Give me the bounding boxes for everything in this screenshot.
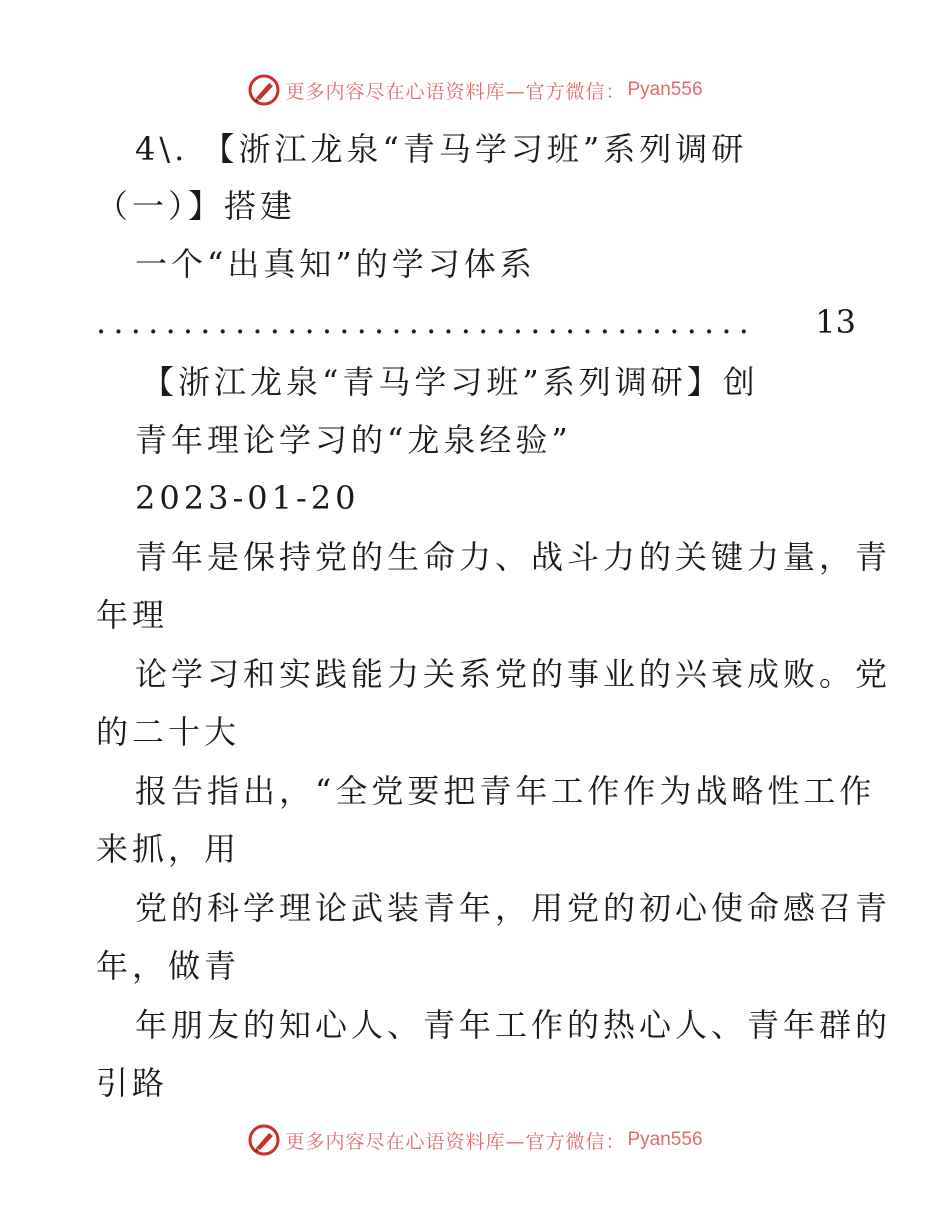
toc-entry-line-3: 一个“出真知”的学习体系 — [135, 245, 536, 283]
body-line: 青年是保持党的生命力、战斗力的关键力量，青 — [135, 538, 892, 576]
body-line: 党的科学理论武装青年，用党的初心使命感召青 — [135, 889, 892, 927]
watermark-footer — [0, 1120, 950, 1160]
toc-page-number: 13 — [815, 303, 856, 341]
watermark-text: 更多内容尽在心语资料库—官方微信： — [285, 1130, 626, 1153]
body-line: 来抓，用 — [96, 830, 241, 868]
body-line: 年理 — [96, 596, 169, 634]
toc-entry-line-1: 4\. 【浙江龙泉“青马学习班”系列调研 — [135, 130, 748, 168]
body-line: 引路 — [96, 1064, 169, 1102]
article-date: 2023-01-20 — [135, 479, 360, 517]
watermark-wechat-id: Pyan556 — [627, 1129, 703, 1150]
watermark-header — [0, 70, 950, 110]
body-line: 论学习和实践能力关系党的事业的兴衰成败。党 — [135, 655, 892, 693]
pen-logo-icon — [247, 1123, 281, 1157]
body-line: 的二十大 — [96, 713, 241, 751]
watermark-wechat-id: Pyan556 — [627, 79, 703, 100]
body-line: 年，做青 — [96, 947, 241, 985]
article-title-line-2: 青年理论学习的“龙泉经验” — [135, 421, 572, 459]
body-line: 年朋友的知心人、青年工作的热心人、青年群的 — [135, 1006, 892, 1044]
toc-dot-leader: ...................................... — [96, 303, 757, 341]
toc-entry-line-2: （一）】搭建 — [96, 187, 297, 225]
article-title-line-1: 【浙江龙泉“青马学习班”系列调研】创 — [142, 363, 759, 401]
body-line: 报告指出，“全党要把青年工作作为战略性工作 — [135, 772, 876, 810]
watermark-text: 更多内容尽在心语资料库—官方微信： — [285, 80, 626, 103]
toc-leader-row — [96, 300, 856, 344]
pen-logo-icon — [247, 73, 281, 107]
